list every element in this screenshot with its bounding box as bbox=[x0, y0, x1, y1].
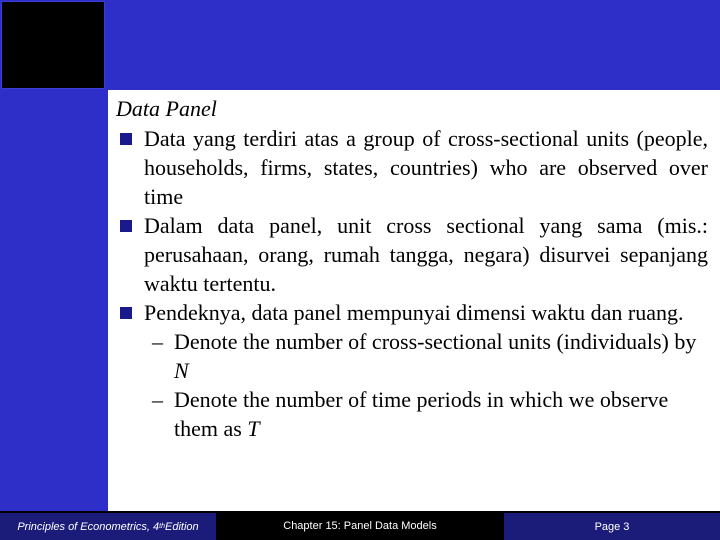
square-bullet-icon bbox=[120, 307, 132, 319]
dash-bullet: – bbox=[152, 387, 163, 412]
sub-bullet-text: Denote the number of time periods in which we observe them as bbox=[174, 387, 669, 441]
footer-book-suffix: Edition bbox=[165, 520, 199, 533]
dash-bullet: – bbox=[152, 329, 163, 354]
sub-bullet-item bbox=[116, 327, 708, 385]
bullet-text: Pendeknya, data panel mempunyai dimensi waktu dan ruang. bbox=[144, 300, 684, 325]
bullet-item bbox=[116, 211, 708, 298]
footer-page-number: Page 3 bbox=[504, 511, 720, 540]
footer-chapter: Chapter 15: Panel Data Models bbox=[216, 511, 504, 540]
footer-book-title bbox=[0, 511, 216, 540]
square-bullet-icon bbox=[120, 133, 132, 145]
header-band bbox=[0, 0, 720, 90]
slide-heading: Data Panel bbox=[116, 96, 217, 121]
sub-bullet-text: Denote the number of cross-sectional units (individuals) by bbox=[174, 329, 697, 354]
bullet-item bbox=[116, 298, 708, 327]
slide-content bbox=[116, 94, 708, 443]
footer-book-prefix: Principles of Econometrics, 4 bbox=[17, 520, 160, 533]
corner-square bbox=[1, 1, 105, 89]
footer-book-sup: th bbox=[159, 523, 166, 530]
bullet-text: Data yang terdiri atas a group of cross-sectional units (people, households, firms, states, countries) who are observed over time bbox=[144, 126, 708, 209]
square-bullet-icon bbox=[120, 220, 132, 232]
bullet-item bbox=[116, 124, 708, 211]
bullet-text: Dalam data panel, unit cross sectional yang sama (mis.: perusahaan, orang, rumah tangga, negara) disurvei sepanjang waktu tertentu. bbox=[144, 213, 708, 296]
variable-t: T bbox=[247, 416, 260, 441]
variable-n: N bbox=[174, 358, 189, 383]
footer bbox=[0, 511, 720, 540]
sub-bullet-item bbox=[116, 385, 708, 443]
